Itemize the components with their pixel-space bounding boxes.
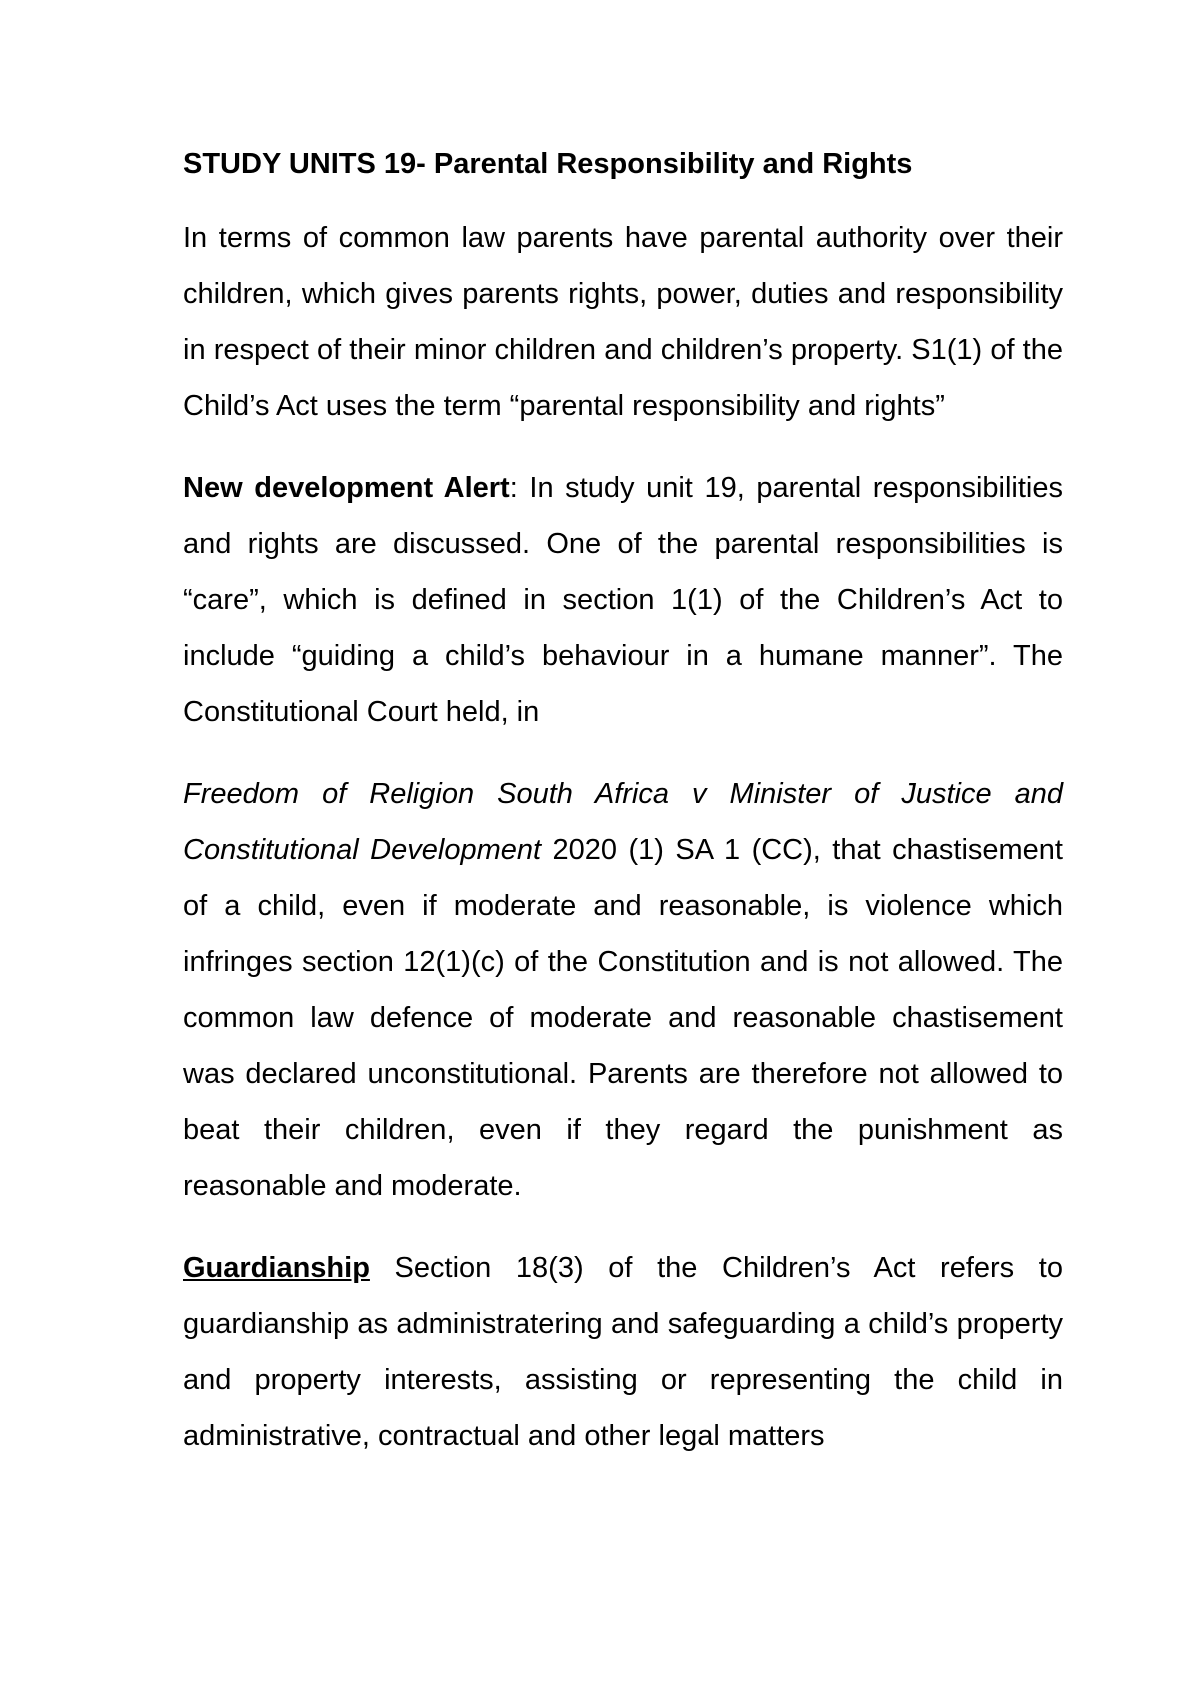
case-citation-name: Freedom of Religion South Africa v Minister of Justice and Constitutional Development [183,778,1063,866]
new-development-text: : In study unit 19, parental responsibilities and rights are discussed. One of the parental responsibilities is “care”, which is defined in section 1(1) of the Children’s Act to include “guiding a child’s behaviour in a humane manner”. The Constitutional Court held, in [183,472,1064,728]
guardianship-heading: Guardianship [183,1252,370,1284]
paragraph-common-law-text: In terms of common law parents have parental authority over their children, which gives parents rights, power, duties and responsibility in respect of their minor children and children’s property. S1(1) of the Child’s Act uses the term “parental responsibility and rights” [183,222,1063,422]
page-title: STUDY UNITS 19- Parental Responsibility and Rights [183,148,913,180]
paragraph-guardianship [183,1240,1063,1464]
guardianship-text: Section 18(3) of the Children’s Act refers to guardianship as administratering and safeguarding a child’s property and property interests, assisting or representing the child in administrative, contractual and other legal matters [183,1252,1063,1452]
paragraph-case-law [183,766,1063,1214]
paragraph-new-development [183,460,1063,740]
paragraph-common-law [183,210,1063,434]
new-development-label: New development Alert [183,472,510,504]
case-law-text: 2020 (1) SA 1 (CC), that chastisement of a child, even if moderate and reasonable, is violence which infringes section 12(1)(c) of the Constitution and is not allowed. The common law defence of moderate and reasonable chastisement was declared unconstitutional. Parents are therefore not allowed to beat their children, even if they regard the punishment as reasonable and moderate. [183,834,1063,1202]
document-page [183,136,1063,1490]
